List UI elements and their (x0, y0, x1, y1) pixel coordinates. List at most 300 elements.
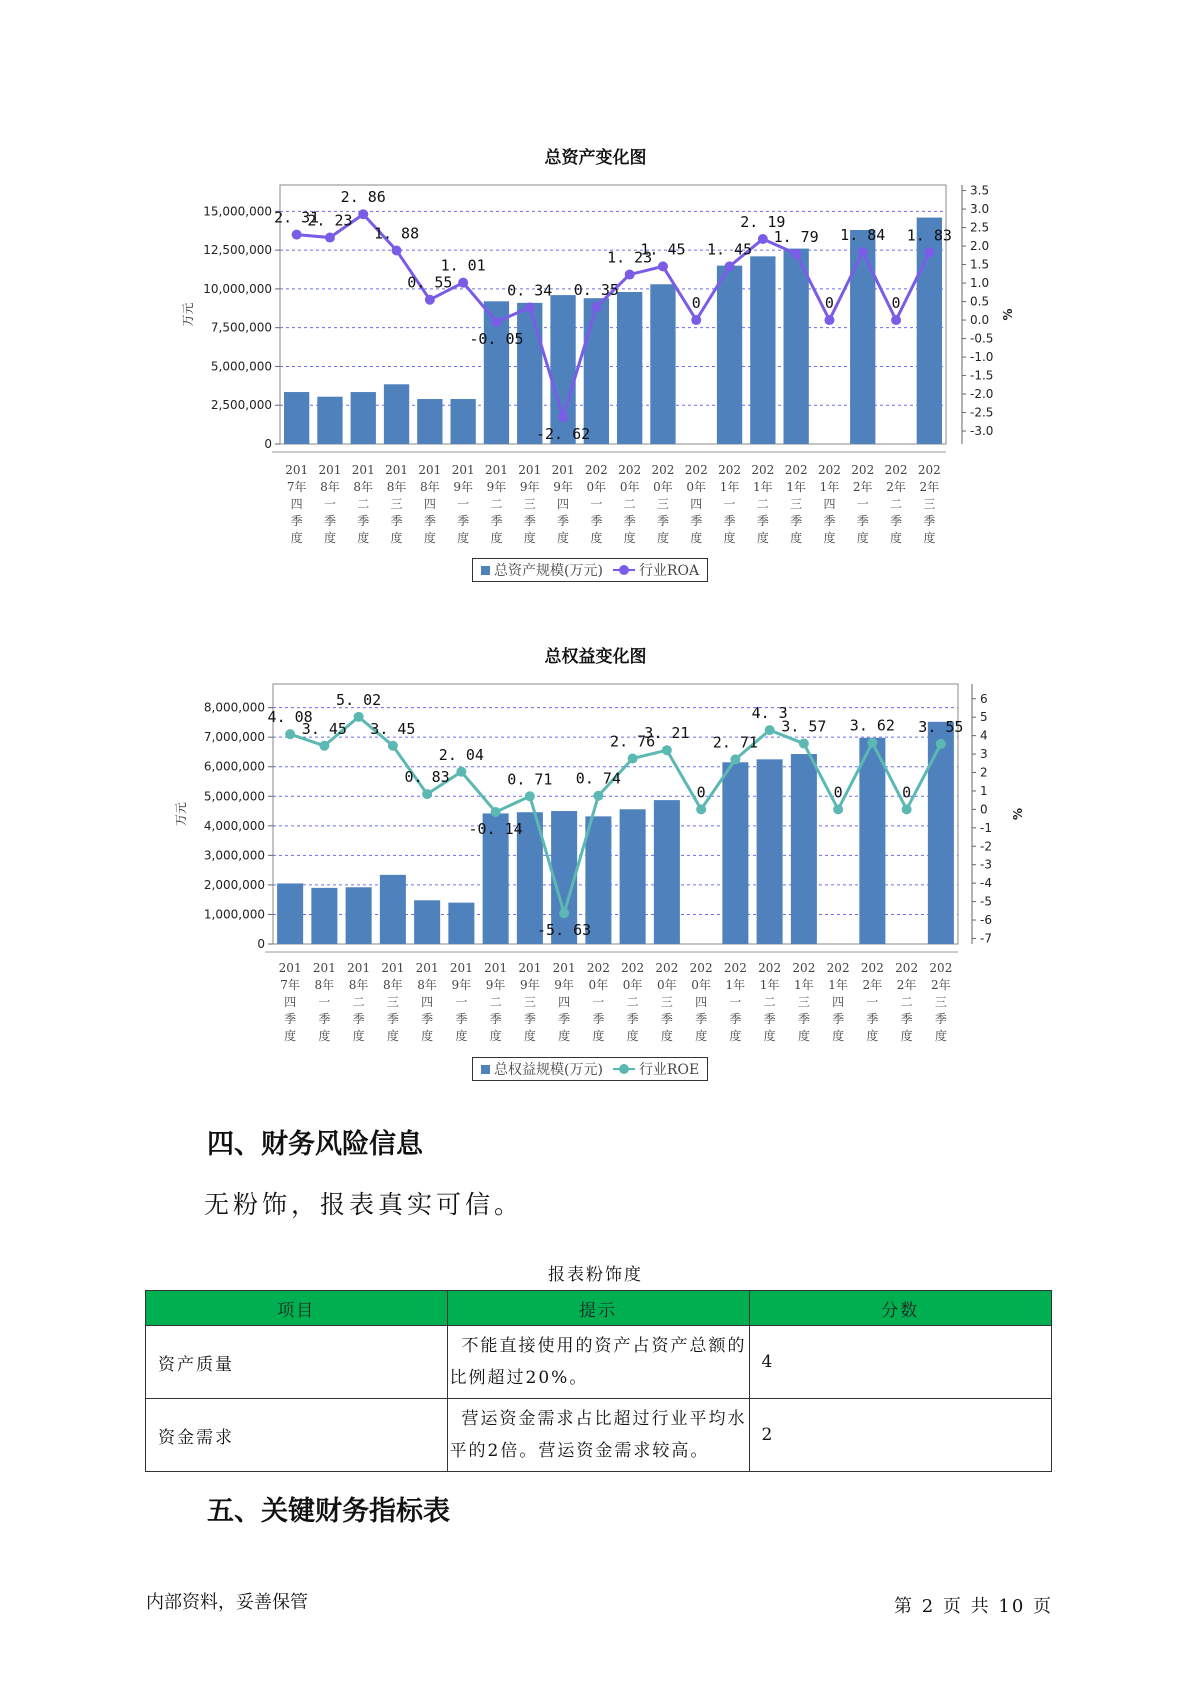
x-tick-label: 度 (357, 531, 370, 545)
x-tick-label: 202 (917, 463, 941, 477)
data-label: 0. 35 (573, 281, 619, 300)
x-tick-label: 2年 (852, 480, 873, 494)
x-tick-label: 季 (790, 514, 803, 528)
data-label: 3. 21 (644, 724, 690, 743)
x-tick-label: 202 (584, 463, 608, 477)
data-label: 0. 55 (407, 273, 453, 292)
x-tick-label: 8年 (386, 480, 407, 494)
x-tick-label: 0年 (586, 480, 607, 494)
x-tick-label: 度 (490, 531, 503, 545)
data-label: 4. 3 (751, 704, 788, 723)
x-tick-label: 度 (866, 1029, 879, 1043)
y2-tick-label: -1.0 (970, 350, 994, 365)
x-tick-label: 度 (623, 531, 636, 545)
y-axis-label: 万元 (174, 801, 188, 827)
x-tick-label: 2年 (896, 978, 917, 992)
data-label: 0. 83 (404, 768, 450, 787)
x-tick-label: 201 (415, 961, 439, 975)
y2-tick-label: -2.0 (970, 387, 994, 402)
x-tick-label: 度 (557, 531, 570, 545)
bar (380, 875, 406, 944)
bar (311, 888, 337, 944)
data-label: 2. 76 (610, 732, 656, 751)
x-tick-label: 季 (390, 514, 403, 528)
bar (928, 722, 954, 944)
x-tick-label: 202 (718, 463, 742, 477)
x-tick-label: 二 (490, 497, 503, 511)
x-tick-label: 三 (523, 497, 536, 511)
bar (859, 738, 885, 944)
line-point (696, 804, 706, 814)
data-label: 0 (824, 294, 834, 313)
table-header: 提示 (447, 1291, 749, 1326)
bar (654, 800, 680, 944)
data-label: 0. 71 (507, 770, 553, 789)
x-tick-label: 8年 (420, 480, 440, 494)
x-tick-label: 季 (323, 514, 336, 528)
x-tick-label: 一 (455, 995, 468, 1009)
line-point (285, 729, 295, 739)
x-tick-label: 度 (756, 531, 769, 545)
x-tick-label: 1年 (786, 480, 806, 494)
y2-tick-label: -5 (980, 894, 992, 909)
data-label: 0 (902, 783, 912, 802)
x-tick-label: 一 (729, 995, 742, 1009)
y-tick-label: 0 (257, 937, 265, 951)
line-point (422, 789, 432, 799)
x-tick-label: 9年 (520, 978, 540, 992)
data-label: 3. 57 (781, 717, 827, 736)
x-tick-label: 季 (284, 1012, 297, 1026)
x-tick-label: 2年 (862, 978, 883, 992)
line-point (936, 739, 946, 749)
x-tick-label: 度 (656, 531, 669, 545)
x-tick-label: 度 (318, 1029, 331, 1043)
x-tick-label: 202 (651, 463, 675, 477)
table-cell-item: 资产质量 (146, 1326, 448, 1399)
x-tick-label: 三 (656, 497, 669, 511)
y2-tick-label: -1 (980, 820, 992, 835)
x-tick-label: 202 (621, 961, 645, 975)
x-tick-label: 1年 (753, 480, 773, 494)
x-tick-label: 季 (923, 514, 936, 528)
data-label: 0 (891, 294, 901, 313)
data-label: 3. 55 (918, 717, 964, 736)
data-label: 1. 45 (640, 240, 686, 259)
line-point (388, 741, 398, 751)
data-label: 3. 45 (301, 719, 347, 738)
y-tick-label: 7,000,000 (203, 730, 265, 745)
y2-tick-label: 1 (980, 783, 988, 798)
x-tick-label: 201 (451, 463, 475, 477)
y-tick-label: 4,000,000 (203, 818, 265, 833)
risk-table (145, 1290, 1052, 1472)
y2-tick-label: -2.5 (970, 405, 994, 420)
data-label: -0. 05 (469, 329, 524, 348)
x-tick-label: 8年 (348, 978, 369, 992)
x-tick-label: 202 (826, 961, 850, 975)
x-tick-label: 0年 (657, 978, 677, 992)
x-tick-label: 季 (290, 514, 303, 528)
x-tick-label: 201 (484, 463, 508, 477)
x-tick-label: 三 (923, 497, 936, 511)
y2-tick-label: 0.5 (970, 294, 990, 309)
x-tick-label: 201 (385, 463, 409, 477)
data-label: 0 (696, 783, 706, 802)
section-heading: 五、关键财务指标表 (207, 1496, 450, 1527)
x-tick-label: 1年 (725, 978, 746, 992)
x-tick-label: 度 (763, 1029, 776, 1043)
data-label: 0 (691, 294, 701, 313)
line-point (525, 791, 535, 801)
y-tick-label: 0 (264, 437, 272, 451)
x-tick-label: 度 (856, 531, 869, 545)
section-heading: 四、财务风险信息 (207, 1129, 423, 1160)
line-point (491, 807, 501, 817)
x-tick-label: 度 (558, 1029, 571, 1043)
x-tick-label: 9年 (453, 480, 473, 494)
chart-title: 总资产变化图 (544, 148, 647, 168)
table-header-row (146, 1291, 1052, 1326)
x-tick-label: 202 (792, 961, 816, 975)
x-tick-label: 二 (623, 497, 636, 511)
data-label: -2. 62 (535, 424, 591, 443)
line-point (354, 712, 364, 722)
x-tick-label: 四 (290, 497, 303, 511)
x-tick-label: 三 (797, 995, 810, 1009)
data-label: 1. 88 (373, 224, 420, 243)
x-tick-label: 202 (929, 961, 953, 975)
x-tick-label: 201 (381, 961, 405, 975)
table-row (146, 1326, 1052, 1399)
y2-tick-label: 2 (980, 765, 988, 780)
x-tick-label: 四 (423, 497, 436, 511)
y2-tick-label: 1.0 (970, 276, 990, 291)
x-tick-label: 季 (489, 1012, 502, 1026)
data-label: 0 (833, 783, 843, 802)
data-label: 1. 79 (773, 227, 819, 246)
y2-tick-label: -6 (980, 913, 992, 928)
x-tick-label: 度 (590, 531, 603, 545)
x-tick-label: 季 (457, 514, 470, 528)
x-tick-label: 一 (323, 497, 336, 511)
x-tick-label: 四 (823, 497, 836, 511)
x-tick-label: 季 (890, 514, 903, 528)
x-tick-label: 一 (590, 497, 603, 511)
x-tick-label: 1年 (794, 978, 814, 992)
x-tick-label: 202 (723, 961, 747, 975)
x-tick-label: 度 (386, 1029, 399, 1043)
line-point (456, 767, 466, 777)
x-tick-label: 季 (523, 1012, 536, 1026)
x-tick-label: 201 (351, 463, 375, 477)
x-tick-label: 度 (423, 531, 436, 545)
x-tick-label: 7年 (286, 480, 307, 494)
x-tick-label: 季 (900, 1012, 913, 1026)
x-tick-label: 季 (656, 514, 669, 528)
x-tick-label: 201 (552, 961, 576, 975)
x-tick-label: 度 (832, 1029, 845, 1043)
line-point (867, 738, 877, 748)
x-tick-label: 四 (695, 995, 708, 1009)
x-tick-label: 三 (523, 995, 536, 1009)
x-tick-label: 季 (352, 1012, 365, 1026)
y-tick-label: 5,000,000 (203, 789, 265, 804)
data-label: 1. 83 (906, 226, 952, 245)
x-tick-label: 季 (318, 1012, 331, 1026)
x-tick-label: 季 (660, 1012, 673, 1026)
x-tick-label: 季 (523, 514, 536, 528)
y-tick-label: 5,000,000 (210, 359, 272, 374)
x-tick-label: 季 (455, 1012, 468, 1026)
x-tick-label: 二 (489, 995, 502, 1009)
x-tick-label: 2年 (931, 978, 951, 992)
y2-tick-label: 0.0 (970, 313, 990, 328)
y-tick-label: 2,500,000 (210, 398, 272, 413)
y-tick-label: 8,000,000 (203, 700, 265, 715)
bar (448, 903, 474, 944)
x-tick-label: 201 (518, 463, 542, 477)
x-tick-label: 202 (655, 961, 679, 975)
x-tick-label: 8年 (314, 978, 335, 992)
y2-tick-label: 3.0 (970, 202, 990, 217)
x-tick-label: 季 (423, 514, 436, 528)
table-header: 项目 (146, 1291, 448, 1326)
x-tick-label: 9年 (451, 978, 472, 992)
x-tick-label: 0年 (622, 978, 643, 992)
x-tick-label: 9年 (485, 978, 506, 992)
x-tick-label: 202 (884, 463, 908, 477)
table-caption: 报表粉饰度 (548, 1265, 643, 1285)
x-tick-label: 季 (590, 514, 603, 528)
x-tick-label: 四 (557, 497, 570, 511)
data-label: 2. 71 (712, 733, 758, 752)
y-tick-label: 7,500,000 (210, 320, 272, 335)
line-point (319, 741, 329, 751)
x-tick-label: 7年 (280, 978, 300, 992)
x-tick-label: 度 (626, 1029, 639, 1043)
section-text: 无粉饰，报表真实可信。 (204, 1190, 524, 1219)
footer-confidential: 内部资料，妥善保管 (146, 1592, 308, 1613)
x-tick-label: 2年 (919, 480, 940, 494)
bar (414, 900, 440, 944)
x-tick-label: 度 (323, 531, 336, 545)
table-header: 分数 (749, 1291, 1051, 1326)
y-tick-label: 10,000,000 (203, 281, 272, 296)
x-tick-label: 四 (421, 995, 434, 1009)
x-tick-label: 201 (518, 961, 542, 975)
x-tick-label: 度 (797, 1029, 810, 1043)
table-cell-hint: 不能直接使用的资产占资产总额的比例超过20%。 (447, 1326, 749, 1399)
x-tick-label: 202 (618, 463, 642, 477)
x-tick-label: 季 (832, 1012, 845, 1026)
x-tick-label: 201 (312, 961, 336, 975)
x-tick-label: 201 (484, 961, 508, 975)
x-tick-label: 三 (390, 497, 403, 511)
x-tick-label: 一 (318, 995, 331, 1009)
y-tick-label: 6,000,000 (203, 759, 265, 774)
data-label: -0. 14 (468, 819, 523, 838)
x-tick-label: 二 (626, 995, 639, 1009)
x-tick-label: 二 (357, 497, 370, 511)
x-tick-label: 8年 (320, 480, 340, 494)
y2-tick-label: 2.0 (970, 239, 990, 254)
x-tick-label: 1年 (719, 480, 740, 494)
x-tick-label: 度 (695, 1029, 708, 1043)
y2-tick-label: -7 (980, 931, 992, 946)
x-tick-label: 四 (832, 995, 845, 1009)
y-tick-label: 12,500,000 (203, 243, 272, 258)
x-tick-label: 202 (860, 961, 884, 975)
x-tick-label: 度 (592, 1029, 605, 1043)
x-tick-label: 202 (895, 961, 919, 975)
x-tick-label: 202 (586, 961, 610, 975)
x-tick-label: 201 (418, 463, 442, 477)
data-label: 3. 45 (370, 719, 416, 738)
x-tick-label: 三 (660, 995, 673, 1009)
table-row (146, 1399, 1052, 1472)
x-tick-label: 1年 (819, 480, 840, 494)
line-point (628, 753, 638, 763)
x-tick-label: 9年 (553, 480, 573, 494)
y2-axis-label: % (1011, 807, 1025, 821)
x-tick-label: 二 (900, 995, 913, 1009)
bar (620, 809, 646, 944)
x-tick-label: 8年 (383, 978, 403, 992)
x-tick-label: 一 (592, 995, 605, 1009)
x-tick-label: 8年 (417, 978, 437, 992)
x-tick-label: 季 (823, 514, 836, 528)
y2-tick-label: 6 (980, 691, 988, 706)
x-tick-label: 度 (390, 531, 403, 545)
table-cell-score: 4 (749, 1326, 1051, 1399)
x-tick-label: 度 (723, 531, 736, 545)
x-tick-label: 季 (623, 514, 636, 528)
x-tick-label: 202 (689, 961, 713, 975)
y-axis-label: 万元 (181, 302, 195, 327)
x-tick-label: 201 (318, 463, 342, 477)
legend-line-label: 行业ROA (638, 563, 700, 579)
x-tick-label: 度 (489, 1029, 502, 1043)
x-tick-label: 度 (823, 531, 836, 545)
x-tick-label: 四 (690, 497, 703, 511)
x-tick-label: 二 (763, 995, 776, 1009)
data-label: 1. 01 (440, 256, 486, 275)
x-tick-label: 0年 (686, 480, 707, 494)
x-tick-label: 202 (751, 463, 775, 477)
x-tick-label: 季 (856, 514, 869, 528)
x-tick-label: 度 (284, 1029, 297, 1043)
x-tick-label: 一 (856, 497, 869, 511)
chart-title: 总权益变化图 (544, 647, 647, 667)
data-label: 2. 23 (307, 211, 353, 230)
data-label: 1. 23 (607, 248, 653, 267)
x-tick-label: 四 (558, 995, 571, 1009)
y2-axis-label: % (1001, 308, 1015, 321)
x-tick-label: 度 (729, 1029, 742, 1043)
data-label: 2. 04 (438, 745, 484, 764)
data-label: 4. 08 (267, 708, 313, 727)
data-label: 2. 31 (274, 208, 320, 227)
table-cell-item: 资金需求 (146, 1399, 448, 1472)
x-tick-label: 度 (523, 1029, 536, 1043)
data-label: 0. 74 (575, 769, 621, 788)
x-tick-label: 季 (690, 514, 703, 528)
y2-tick-label: -1.5 (970, 368, 994, 383)
footer-page-number: 第 2 页 共 10 页 (894, 1596, 1053, 1617)
x-tick-label: 度 (660, 1029, 673, 1043)
y2-tick-label: 0 (980, 802, 988, 817)
x-tick-label: 季 (558, 1012, 571, 1026)
x-tick-label: 202 (758, 961, 782, 975)
x-tick-label: 0年 (691, 978, 711, 992)
y2-tick-label: 4 (980, 728, 988, 743)
x-tick-label: 季 (386, 1012, 399, 1026)
y2-tick-label: -3.0 (970, 424, 994, 439)
line-point (833, 804, 843, 814)
x-tick-label: 9年 (486, 480, 507, 494)
x-tick-label: 季 (626, 1012, 639, 1026)
x-tick-label: 季 (557, 514, 570, 528)
bar (791, 754, 817, 944)
y2-tick-label: -4 (980, 876, 992, 891)
x-tick-label: 0年 (653, 480, 673, 494)
data-label: 2. 86 (340, 188, 386, 207)
line-point (765, 725, 775, 735)
x-tick-label: 0年 (619, 480, 640, 494)
x-tick-label: 度 (457, 531, 470, 545)
x-tick-label: 202 (684, 463, 708, 477)
x-tick-label: 201 (551, 463, 575, 477)
bar (757, 759, 783, 944)
x-tick-label: 2年 (886, 480, 906, 494)
x-tick-label: 季 (490, 514, 503, 528)
legend-line-swatch (613, 1064, 635, 1074)
y2-tick-label: -2 (980, 839, 992, 854)
x-tick-label: 201 (278, 961, 302, 975)
legend-bar-swatch (481, 1065, 490, 1074)
line-point (593, 791, 603, 801)
x-tick-label: 201 (449, 961, 473, 975)
y2-tick-label: 2.5 (970, 220, 990, 235)
y-tick-label: 3,000,000 (203, 848, 265, 863)
data-label: 1. 45 (706, 240, 753, 259)
x-tick-label: 三 (790, 497, 803, 511)
x-tick-label: 季 (592, 1012, 605, 1026)
x-tick-label: 201 (285, 463, 309, 477)
line-point (662, 745, 672, 755)
x-tick-label: 度 (523, 531, 536, 545)
x-tick-label: 度 (352, 1029, 365, 1043)
x-tick-label: 季 (421, 1012, 434, 1026)
x-tick-label: 度 (890, 531, 903, 545)
x-tick-label: 季 (934, 1012, 947, 1026)
y-tick-label: 1,000,000 (203, 907, 265, 922)
legend-bar-label: 总权益规模(万元) (494, 1062, 603, 1078)
data-label: 2. 19 (740, 213, 786, 232)
x-tick-label: 201 (347, 961, 371, 975)
x-tick-label: 202 (817, 463, 841, 477)
x-tick-label: 8年 (353, 480, 374, 494)
bar (277, 883, 303, 944)
y2-tick-label: -3 (980, 857, 992, 872)
x-tick-label: 202 (851, 463, 875, 477)
data-label: 1. 84 (840, 225, 886, 244)
x-tick-label: 季 (729, 1012, 742, 1026)
data-label: 3. 62 (849, 716, 895, 735)
x-tick-label: 一 (723, 497, 736, 511)
legend-bar-label: 总资产规模(万元) (494, 563, 603, 579)
